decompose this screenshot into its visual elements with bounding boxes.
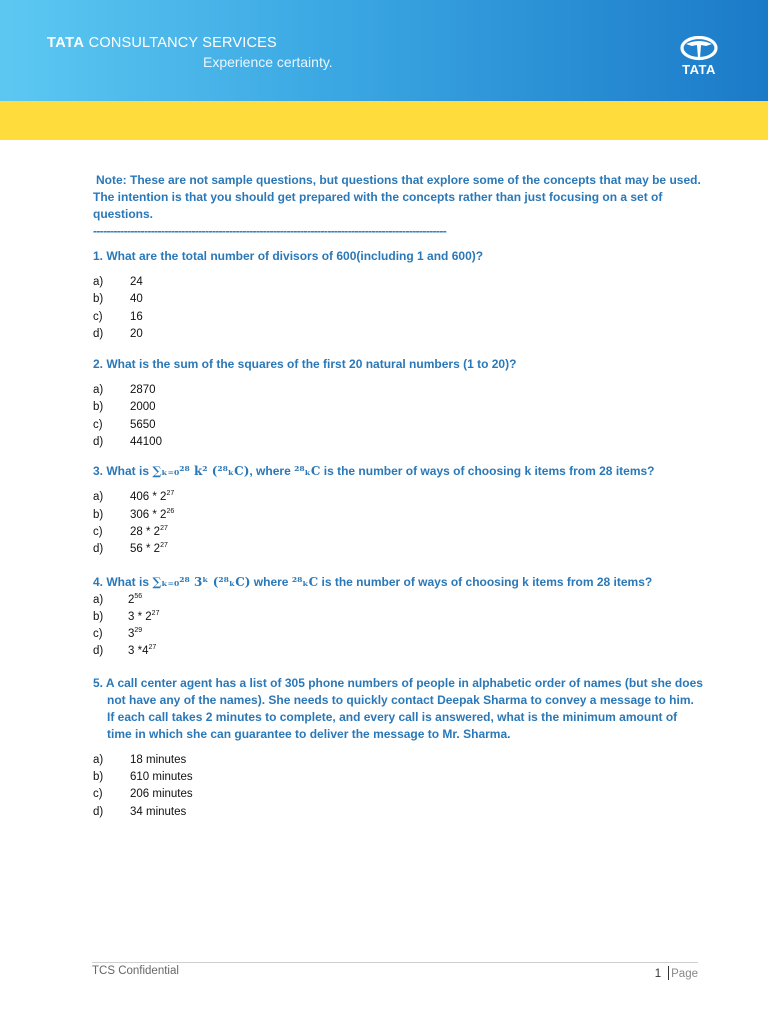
option: b) 610 minutes <box>93 771 193 784</box>
question-text: 5. A call center agent has a list of 305 phone numbers of people in alphabetic order of names (but she does not have any of the names). She needs to quickly contact Deepak Sharma to convey a message to him. If each call takes 2 minutes to complete, and every call is answered, what is the minimum amount of time in which she can guarantee to deliver the message to Mr. Sharma. <box>93 675 703 741</box>
page-separator <box>668 966 669 980</box>
question-5 <box>93 675 703 821</box>
option: c) $28 * 2^{27}$ <box>93 524 168 538</box>
note-paragraph: Note: These are not sample questions, but questions that explore some of the concepts that may be used. The intention is that you should get prepared with the concepts rather than just focusing on a set of questions. <box>93 173 701 221</box>
question-2 <box>93 356 703 451</box>
page-indicator <box>655 966 698 980</box>
options-list <box>93 489 703 558</box>
page-label: Page <box>671 968 698 980</box>
option: d) 20 <box>93 327 143 340</box>
option: c) 206 minutes <box>93 788 193 801</box>
option: a) 2870 <box>93 384 156 397</box>
sum-formula: ∑ₖ₌₀²⁸ k² (²⁸ₖC) <box>152 464 250 479</box>
logo-text: TATA <box>682 62 716 77</box>
option: d) 3 $*4^{27}$ <box>93 644 157 658</box>
yellow-band <box>0 101 768 140</box>
tagline: Experience certainty. <box>203 54 333 70</box>
separator-line: -------------------------------------------------------------------------------------------------------- <box>93 224 447 238</box>
company-name: TATA CONSULTANCY SERVICES <box>47 35 277 51</box>
footer-divider <box>92 962 698 963</box>
option: a) 18 minutes <box>93 753 187 766</box>
combination-formula: ²⁸ₖC <box>291 574 319 589</box>
question-1 <box>93 248 703 343</box>
question-text: 4. What is ∑ₖ₌₀²⁸ 3ᵏ (²⁸ₖC) where ²⁸ₖC is the number of ways of choosing k items from 28 items? <box>93 574 653 589</box>
options-list <box>93 382 703 451</box>
option: c) 16 <box>93 310 143 323</box>
question-4 <box>93 574 703 661</box>
option: c) $3^{29}$ <box>93 627 143 641</box>
options-list <box>93 274 703 343</box>
document-body <box>93 172 703 821</box>
option: a) $2^{56}$ <box>93 592 143 606</box>
option: d) 44100 <box>93 436 162 449</box>
question-text: 1. What are the total number of divisors of 600(including 1 and 600)? <box>93 249 484 263</box>
option: a) $406 * 2^{27}$ <box>93 490 175 504</box>
tata-logo <box>676 36 722 78</box>
option: d) $56 * 2^{27}$ <box>93 542 168 556</box>
option: c) 5650 <box>93 418 156 431</box>
header-banner <box>0 0 768 101</box>
question-text: 3. What is ∑ₖ₌₀²⁸ k² (²⁸ₖC), where ²⁸ₖC is the number of ways of choosing k items from 28 items? <box>93 464 655 479</box>
tata-logo-icon <box>676 36 722 62</box>
option: b) 2000 <box>93 401 156 414</box>
footer-confidential: TCS Confidential <box>92 965 179 977</box>
option: b) 40 <box>93 293 143 306</box>
option: b) $306 * 2^{26}$ <box>93 507 175 521</box>
sum-formula: ∑ₖ₌₀²⁸ 3ᵏ (²⁸ₖC) <box>152 574 251 589</box>
option: d) 34 minutes <box>93 805 187 818</box>
question-3 <box>93 463 703 558</box>
option: b) $3 * 2^{27}$ <box>93 609 160 623</box>
question-text: 2. What is the sum of the squares of the first 20 natural numbers (1 to 20)? <box>93 357 517 372</box>
option: a) 24 <box>93 276 143 288</box>
page-number: 1 <box>654 968 662 980</box>
options-list <box>93 592 703 661</box>
options-list <box>93 752 703 821</box>
combination-formula: ²⁸ₖC <box>294 464 321 479</box>
